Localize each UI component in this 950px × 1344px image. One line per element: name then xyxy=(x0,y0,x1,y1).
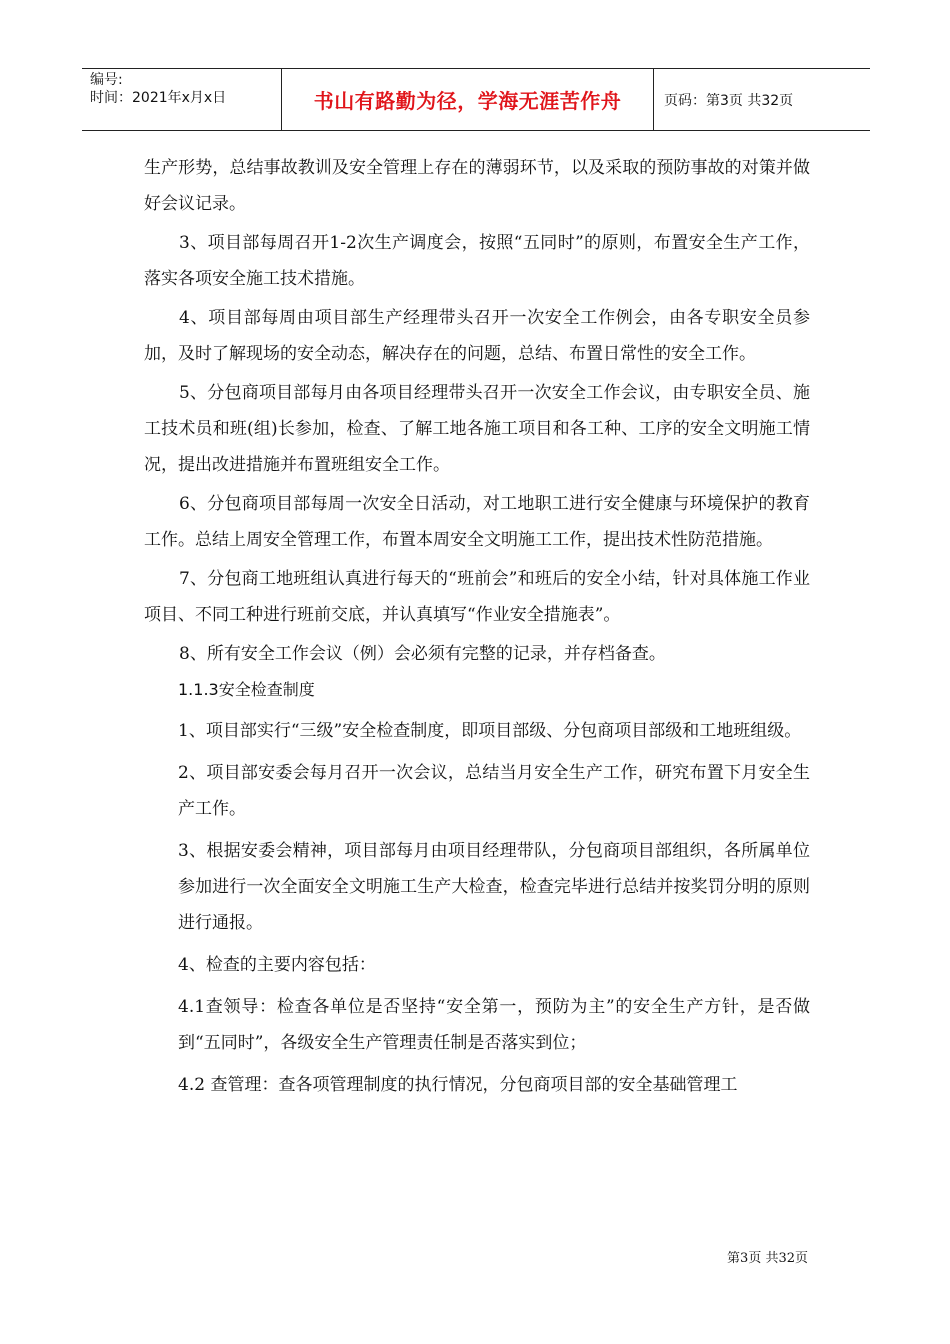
header-page-cell xyxy=(654,69,870,130)
paragraph: 8、所有安全工作会议（例）会必须有完整的记录，并存档备查。 xyxy=(179,644,666,664)
paragraph: 1、项目部实行“三级”安全检查制度，即项目部级、分包商项目部级和工地班组级。 xyxy=(178,721,802,741)
paragraph: 2、项目部安委会每月召开一次会议，总结当月安全生产工作，研究布置下月安全生产工作。 xyxy=(178,763,810,819)
header-meta xyxy=(82,69,282,130)
paragraph: 6、分包商项目部每周一次安全日活动，对工地职工进行安全健康与环境保护的教育工作。总结上周安全管理工作，布置本周安全文明施工工作，提出技术性防范措施。 xyxy=(144,494,810,550)
paragraph: 4、检查的主要内容包括： xyxy=(178,955,376,975)
section-heading: 1.1.3安全检查制度 xyxy=(178,680,315,699)
document-number: 编号: xyxy=(90,72,123,88)
document-body xyxy=(144,150,810,1103)
paragraph: 生产形势，总结事故教训及安全管理上存在的薄弱环节，以及采取的预防事故的对策并做好会议记录。 xyxy=(144,158,810,214)
paragraph: 7、分包商工地班组认真进行每天的“班前会”和班后的安全小结，针对具体施工作业项目、不同工种进行班前交底，并认真填写“作业安全措施表”。 xyxy=(144,569,810,625)
paragraph: 4.1查领导：检查各单位是否坚持“安全第一，预防为主”的安全生产方针，是否做到“五同时”，各级安全生产管理责任制是否落实到位； xyxy=(178,997,810,1053)
paragraph: 4、项目部每周由项目部生产经理带头召开一次安全工作例会，由各专职安全员参加，及时了解现场的安全动态，解决存在的问题，总结、布置日常性的安全工作。 xyxy=(144,308,810,364)
header-motto-cell xyxy=(282,69,654,130)
paragraph: 3、项目部每周召开1-2次生产调度会，按照“五同时”的原则，布置安全生产工作，落实各项安全施工技术措施。 xyxy=(144,233,810,289)
page-header xyxy=(82,68,870,131)
paragraph: 5、分包商项目部每月由各项目经理带头召开一次安全工作会议，由专职安全员、施工技术员和班(组)长参加，检查、了解工地各施工项目和各工种、工序的安全文明施工情况，提出改进措施并布置班组安全工作。 xyxy=(144,383,810,475)
header-page-number: 页码：第3页 共32页 xyxy=(664,92,794,109)
header-motto: 书山有路勤为径，学海无涯苦作舟 xyxy=(313,89,622,113)
paragraph: 4.2 查管理：查各项管理制度的执行情况，分包商项目部的安全基础管理工 xyxy=(178,1075,738,1095)
page-footer: 第3页 共32页 xyxy=(727,1251,808,1266)
document-date: 时间：2021年x月x日 xyxy=(90,90,227,106)
paragraph: 3、根据安委会精神，项目部每月由项目经理带队，分包商项目部组织，各所属单位参加进行一次全面安全文明施工生产大检查，检查完毕进行总结并按奖罚分明的原则进行通报。 xyxy=(178,841,810,933)
